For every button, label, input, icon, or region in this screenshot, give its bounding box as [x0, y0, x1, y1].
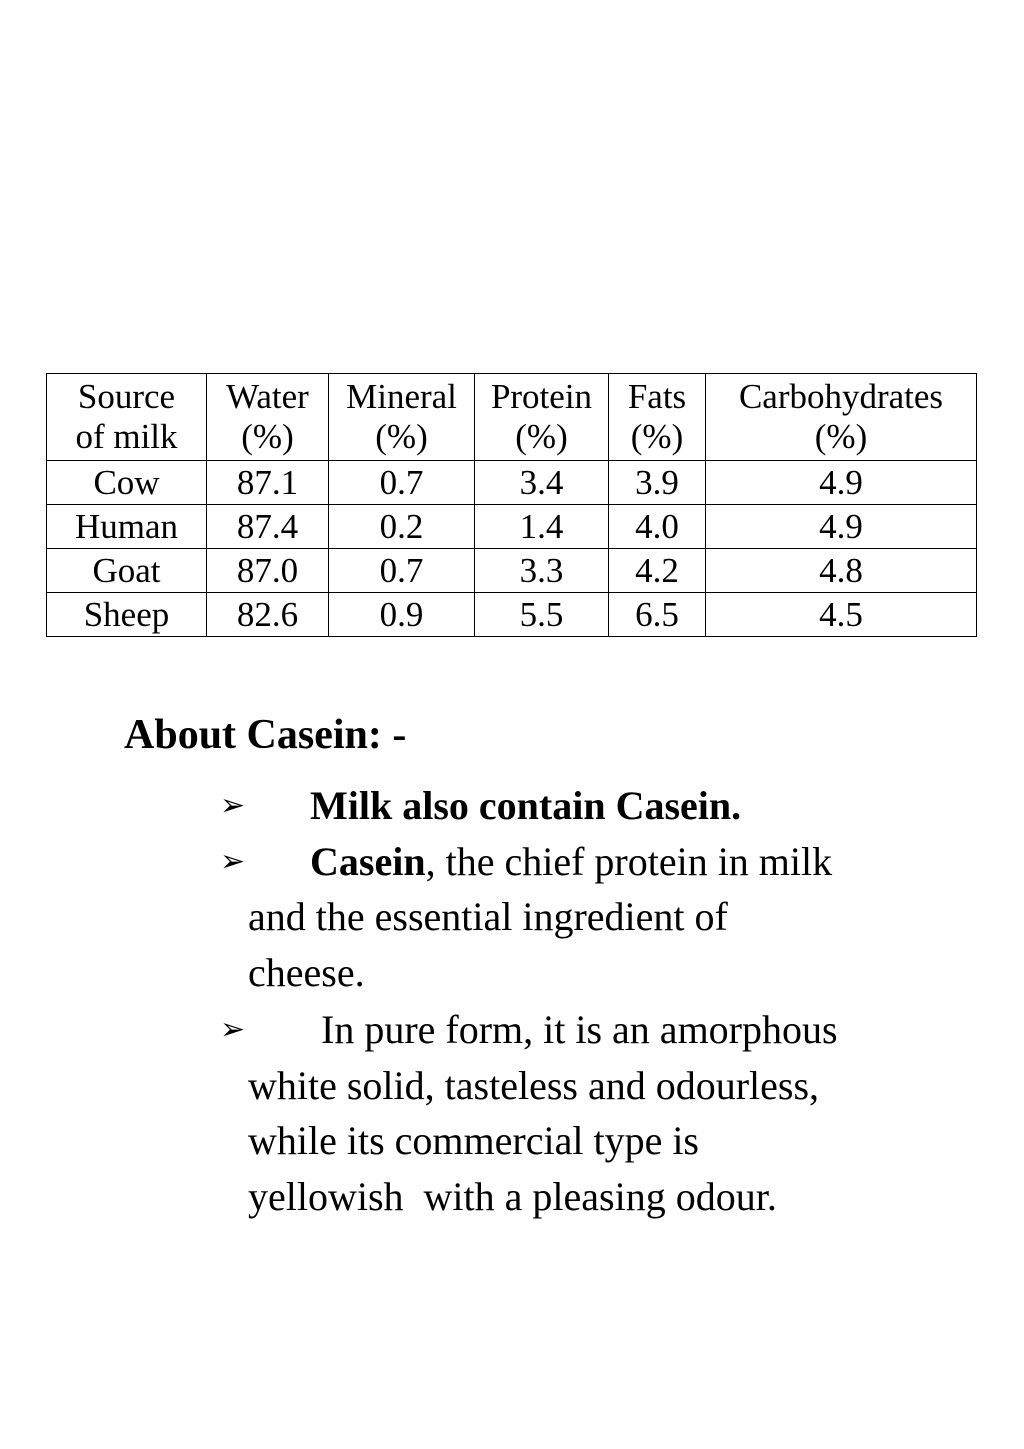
- header-protein-line2: (%): [515, 417, 568, 456]
- table-cell: 4.8: [706, 549, 977, 593]
- table-header-row: [47, 374, 977, 461]
- header-mineral-line1: Mineral: [346, 377, 457, 416]
- table-cell: Human: [47, 505, 207, 549]
- table-cell: 4.9: [706, 461, 977, 505]
- header-carbohydrates-line1: Carbohydrates: [738, 377, 944, 416]
- table-cell: 0.9: [329, 593, 475, 637]
- table-cell: 0.7: [329, 549, 475, 593]
- header-protein: [475, 374, 609, 461]
- table-cell: 1.4: [475, 505, 609, 549]
- milk-composition-table: [46, 373, 977, 637]
- bullet-2-bold-term: Casein: [310, 838, 426, 884]
- table-cell: Cow: [47, 461, 207, 505]
- about-casein-heading: About Casein: -: [124, 712, 407, 758]
- table-row: [47, 549, 977, 593]
- header-mineral: [329, 374, 475, 461]
- arrow-bullet-icon: ➢: [220, 788, 246, 823]
- list-item: [210, 778, 930, 834]
- header-carbohydrates: [706, 374, 977, 461]
- table-row: [47, 461, 977, 505]
- table-cell: 4.0: [609, 505, 706, 549]
- bullet-2-first-line-rest: , the chief protein in milk: [425, 838, 833, 884]
- table-cell: 4.2: [609, 549, 706, 593]
- table-cell: 4.5: [706, 593, 977, 637]
- table-cell: 5.5: [475, 593, 609, 637]
- header-source-line1: Source: [77, 377, 176, 416]
- list-item: [210, 834, 930, 1001]
- bullet-1-text: Milk also contain Casein.: [310, 783, 742, 828]
- table-cell: 82.6: [207, 593, 329, 637]
- table-cell: Goat: [47, 549, 207, 593]
- table-cell: 3.3: [475, 549, 609, 593]
- list-item: [210, 1002, 930, 1224]
- header-mineral-line2: (%): [375, 417, 428, 456]
- header-fats-line2: (%): [630, 417, 684, 456]
- bullet-2-line-3: cheese.: [248, 949, 365, 995]
- table-cell: 87.1: [207, 461, 329, 505]
- arrow-bullet-icon: ➢: [220, 843, 246, 879]
- header-carbohydrates-line2: (%): [814, 417, 868, 456]
- header-fats: [609, 374, 706, 461]
- casein-bullet-list: [210, 778, 930, 1224]
- table-cell: 3.4: [475, 461, 609, 505]
- table-row: [47, 593, 977, 637]
- header-source-line2: of milk: [75, 417, 178, 456]
- bullet-2-line-2: and the essential ingredient of: [248, 894, 728, 939]
- table-cell: 87.4: [207, 505, 329, 549]
- table-cell: Sheep: [47, 593, 207, 637]
- table-cell: 0.7: [329, 461, 475, 505]
- table-cell: 6.5: [609, 593, 706, 637]
- table-row: [47, 505, 977, 549]
- header-water-line2: (%): [241, 417, 294, 456]
- bullet-2-first-line: [248, 834, 930, 890]
- header-water-line1: Water: [226, 377, 309, 416]
- table-cell: 87.0: [207, 549, 329, 593]
- header-fats-line1: Fats: [627, 377, 687, 416]
- table-cell: 0.2: [329, 505, 475, 549]
- bullet-3-line-2: white solid, tasteless and odourless,: [248, 1062, 820, 1108]
- table-cell: 3.9: [609, 461, 706, 505]
- header-source: [47, 374, 207, 461]
- header-water: [207, 374, 329, 461]
- bullet-3-line-4: yellowish with a pleasing odour.: [248, 1173, 777, 1219]
- bullet-3-line-3: while its commercial type is: [248, 1118, 699, 1163]
- bullet-3-first-line: In pure form, it is an amorphous: [321, 1007, 838, 1052]
- arrow-bullet-icon: ➢: [220, 1012, 246, 1047]
- header-protein-line1: Protein: [490, 377, 593, 416]
- table-cell: 4.9: [706, 505, 977, 549]
